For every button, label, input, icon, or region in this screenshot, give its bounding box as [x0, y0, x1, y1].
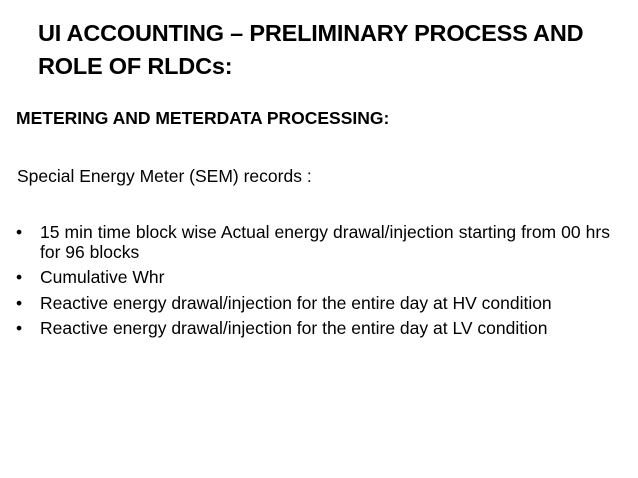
bullet-item — [16, 319, 610, 339]
bullet-item — [16, 294, 610, 314]
bullet-text: Reactive energy drawal/injection for the entire day at HV condition — [40, 292, 552, 313]
bullet-text: Reactive energy drawal/injection for the entire day at LV condition — [40, 318, 548, 338]
bullet-item — [16, 268, 610, 288]
slide-title-line-2: ROLE OF RLDCs: — [38, 53, 233, 79]
bullet-icon: • — [16, 318, 23, 338]
bullet-text: 15 min time block wise Actual energy drawal/injection starting from 00 hrs for 96 blocks — [40, 222, 610, 262]
intro-text: Special Energy Meter (SEM) records : — [17, 166, 312, 186]
bullet-icon: • — [16, 222, 23, 242]
section-heading: METERING AND METERDATA PROCESSING: — [16, 108, 390, 128]
bullet-item — [16, 223, 610, 262]
slide-title-line-1: UI ACCOUNTING – PRELIMINARY PROCESS AND — [38, 20, 584, 46]
bullet-icon: • — [16, 267, 23, 287]
bullet-icon: • — [16, 292, 23, 313]
bullet-list — [16, 223, 610, 345]
bullet-text: Cumulative Whr — [40, 267, 165, 287]
slide-title — [38, 17, 618, 83]
